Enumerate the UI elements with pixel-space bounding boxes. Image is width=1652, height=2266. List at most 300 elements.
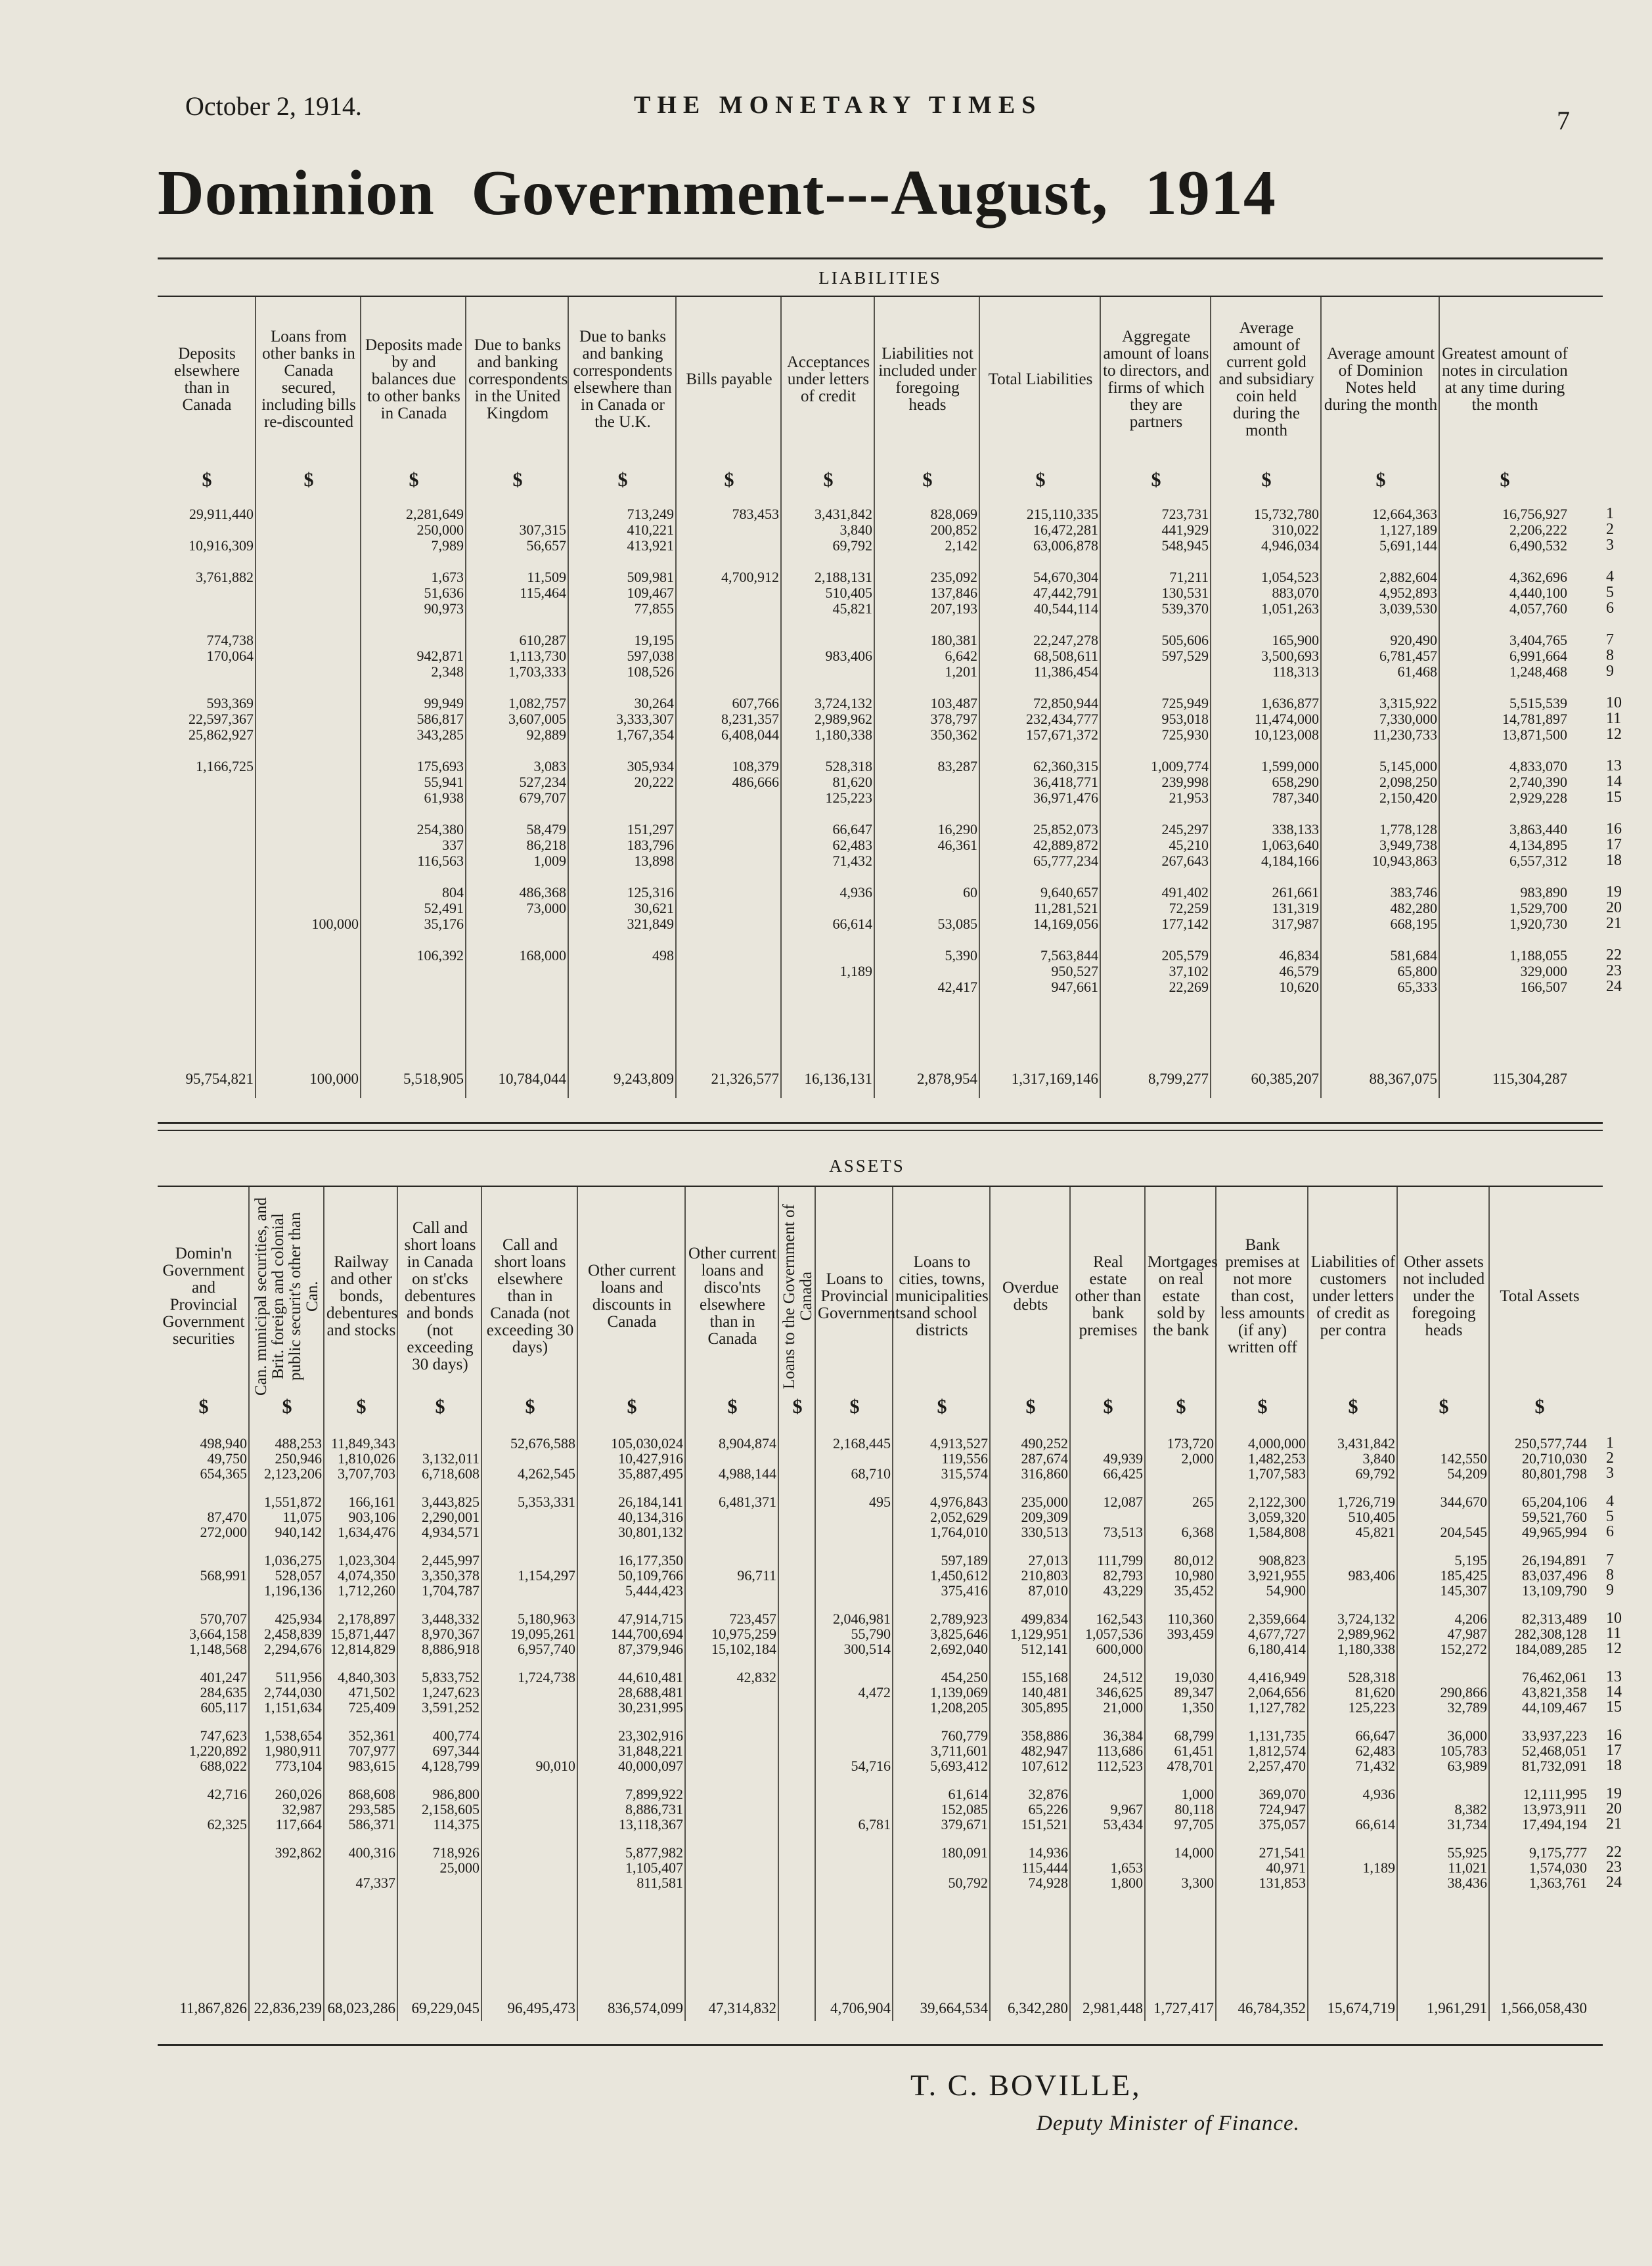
row-number: 21 <box>1606 915 1622 932</box>
table-cell <box>1101 663 1211 680</box>
row-number: 11 <box>1606 710 1622 727</box>
table-cell: 4,936 <box>839 884 872 900</box>
table-cell <box>779 1524 816 1541</box>
table-cell: 12,087 <box>1103 1494 1143 1510</box>
table-cell: 2,989,962 <box>815 711 872 727</box>
table-cell <box>256 789 361 807</box>
table-cell: 338,133 <box>1272 821 1319 837</box>
table-row <box>158 853 1603 870</box>
table-cell: 37,102 <box>1169 963 1209 979</box>
total-cell: 88,367,075 <box>1369 1071 1437 1087</box>
table-cell: 14,781,897 <box>1502 711 1567 727</box>
row-number: 17 <box>1606 836 1622 853</box>
table-cell: 568,991 <box>200 1567 247 1584</box>
column-header: Other current loans and disco'nts elsewhere than in Canada <box>688 1245 776 1348</box>
table-cell: 151,297 <box>627 821 674 837</box>
table-cell <box>158 1582 250 1599</box>
table-cell: 10,975,259 <box>711 1626 776 1642</box>
table-cell: 108,379 <box>732 758 779 774</box>
table-cell <box>158 522 256 539</box>
table-cell: 2,740,390 <box>1509 774 1567 790</box>
column-header: Loans to cities, towns, municipalities and school districts <box>895 1253 989 1339</box>
table-cell: 8,886,918 <box>422 1641 480 1657</box>
table-cell: 26,184,141 <box>618 1494 683 1510</box>
table-cell: 4,952,893 <box>1379 585 1437 601</box>
liabilities-table <box>158 297 1622 1098</box>
table-cell: 5,444,423 <box>625 1582 683 1599</box>
table-cell: 125,223 <box>1348 1699 1395 1716</box>
table-cell <box>256 522 361 539</box>
table-cell: 2,882,604 <box>1379 569 1437 585</box>
table-cell: 668,195 <box>1390 916 1437 932</box>
table-cell: 47,914,715 <box>618 1611 683 1627</box>
table-cell: 329,000 <box>1520 963 1567 979</box>
table-cell: 2,206,222 <box>1509 522 1567 538</box>
table-cell: 337 <box>442 837 464 853</box>
total-cell: 16,136,131 <box>804 1071 872 1087</box>
table-cell: 3,863,440 <box>1509 821 1567 837</box>
table-cell <box>1308 1875 1398 1892</box>
table-cell: 15,871,447 <box>330 1626 395 1642</box>
table-cell: 317,987 <box>1272 916 1319 932</box>
table-cell: 83,037,496 <box>1522 1567 1587 1584</box>
table-cell: 1,057,536 <box>1085 1626 1143 1642</box>
table-cell: 2,046,981 <box>833 1611 891 1627</box>
table-cell: 4,184,166 <box>1261 853 1319 869</box>
table-cell: 725,949 <box>1161 695 1209 711</box>
table-cell: 113,686 <box>1096 1743 1143 1759</box>
table-cell: 2,178,897 <box>338 1611 395 1627</box>
table-cell: 38,436 <box>1447 1875 1487 1891</box>
table-cell: 8,970,367 <box>422 1626 480 1642</box>
table-cell: 1,450,612 <box>930 1567 988 1584</box>
table-cell <box>677 585 782 602</box>
table-cell: 97,705 <box>1174 1816 1214 1833</box>
table-cell: 486,368 <box>519 884 566 900</box>
table-cell: 19,095,261 <box>510 1626 575 1642</box>
row-number: 8 <box>1606 1566 1614 1584</box>
table-cell: 491,402 <box>1161 884 1209 900</box>
total-cell: 95,754,821 <box>185 1071 254 1087</box>
table-cell: 232,434,777 <box>1026 711 1098 727</box>
table-cell <box>466 600 569 617</box>
table-cell: 597,529 <box>1161 648 1209 664</box>
table-cell: 65,800 <box>1397 963 1437 979</box>
table-cell: 1,574,030 <box>1529 1859 1587 1876</box>
table-cell: 723,457 <box>729 1611 776 1627</box>
table-cell: 5,195 <box>1454 1552 1487 1568</box>
table-cell: 32,987 <box>282 1801 322 1817</box>
table-cell: 2,064,656 <box>1248 1684 1306 1700</box>
table-cell: 111,799 <box>1097 1552 1143 1568</box>
table-cell: 920,490 <box>1390 632 1437 648</box>
table-cell <box>875 963 980 980</box>
table-cell: 69,792 <box>832 537 872 554</box>
table-cell: 828,069 <box>930 506 977 522</box>
table-cell: 42,832 <box>736 1669 776 1685</box>
table-cell: 3,724,132 <box>1337 1611 1395 1627</box>
table-cell: 3,949,738 <box>1379 837 1437 853</box>
table-cell: 68,508,611 <box>1033 648 1098 664</box>
table-row <box>158 522 1603 539</box>
table-cell: 528,318 <box>825 758 872 774</box>
table-cell <box>779 1465 816 1482</box>
table-row <box>158 726 1603 744</box>
table-cell: 593,369 <box>206 695 254 711</box>
table-cell: 983,615 <box>348 1758 395 1774</box>
currency-symbol: $ <box>627 1396 637 1417</box>
table-cell: 471,502 <box>348 1684 395 1700</box>
table-cell: 4,934,571 <box>422 1524 480 1540</box>
table-cell: 28,688,481 <box>618 1684 683 1700</box>
table-cell <box>256 711 361 728</box>
divider <box>158 1122 1603 1124</box>
table-cell: 760,779 <box>941 1727 988 1744</box>
table-cell: 1,538,654 <box>264 1727 322 1744</box>
table-cell: 383,746 <box>1390 884 1437 900</box>
table-cell: 60 <box>963 884 977 900</box>
table-cell: 62,483 <box>1355 1743 1395 1759</box>
table-cell: 215,110,335 <box>1026 506 1098 522</box>
table-cell: 7,899,922 <box>625 1786 683 1802</box>
table-cell: 22,247,278 <box>1033 632 1098 648</box>
total-cell: 22,836,239 <box>254 2000 322 2016</box>
table-cell: 527,234 <box>519 774 566 790</box>
total-cell: 11,867,826 <box>179 2000 247 2016</box>
table-row <box>158 963 1603 980</box>
table-cell: 105,030,024 <box>611 1435 683 1452</box>
table-row <box>158 1582 1603 1599</box>
table-cell: 254,380 <box>416 821 464 837</box>
table-cell: 68,799 <box>1174 1727 1214 1744</box>
table-cell: 74,928 <box>1028 1875 1068 1891</box>
table-cell <box>256 632 361 649</box>
row-number: 20 <box>1606 899 1622 916</box>
table-cell: 528,318 <box>1348 1669 1395 1685</box>
table-cell <box>875 853 980 870</box>
table-cell: 80,801,798 <box>1522 1465 1587 1482</box>
table-cell: 774,738 <box>206 632 254 648</box>
table-row <box>158 789 1603 807</box>
table-cell: 177,142 <box>1161 916 1209 932</box>
table-cell: 2,000 <box>1181 1450 1214 1467</box>
currency-symbol: $ <box>1261 469 1272 491</box>
table-cell: 65,777,234 <box>1033 853 1098 869</box>
table-cell <box>158 963 256 980</box>
currency-symbol: $ <box>1025 1396 1036 1417</box>
table-cell: 3,404,765 <box>1509 632 1567 648</box>
currency-row <box>158 1396 1603 1418</box>
total-cell: 47,314,832 <box>708 2000 776 2016</box>
column-header: Overdue debts <box>1002 1279 1060 1314</box>
row-number: 15 <box>1606 789 1622 806</box>
table-cell: 282,308,128 <box>1515 1626 1587 1642</box>
row-number: 3 <box>1606 1465 1614 1482</box>
masthead: THE MONETARY TIMES <box>634 91 1042 119</box>
table-cell: 50,109,766 <box>618 1567 683 1584</box>
table-cell: 410,221 <box>627 522 674 538</box>
table-cell: 346,625 <box>1096 1684 1143 1700</box>
table-cell <box>482 1875 578 1892</box>
table-cell: 804 <box>442 884 464 900</box>
table-cell: 983,890 <box>1520 884 1567 900</box>
table-cell: 498 <box>652 947 674 964</box>
table-cell <box>256 506 361 523</box>
table-cell: 40,544,114 <box>1033 600 1098 617</box>
table-cell <box>256 663 361 680</box>
table-cell: 679,707 <box>519 789 566 806</box>
table-cell <box>256 695 361 712</box>
table-cell: 5,145,000 <box>1379 758 1437 774</box>
page-date: October 2, 1914. <box>185 91 362 121</box>
table-row <box>158 537 1603 554</box>
table-cell: 170,064 <box>206 648 254 664</box>
table-cell: 40,134,316 <box>618 1509 683 1525</box>
table-cell: 454,250 <box>941 1669 988 1685</box>
table-cell: 109,467 <box>627 585 674 601</box>
table-cell: 940,142 <box>275 1524 322 1540</box>
table-cell <box>816 1582 893 1599</box>
table-cell <box>466 916 569 933</box>
table-cell: 539,370 <box>1161 600 1209 617</box>
currency-symbol: $ <box>792 1396 803 1417</box>
table-cell: 47,337 <box>355 1875 395 1891</box>
table-cell: 117,664 <box>275 1816 322 1833</box>
table-cell: 19,030 <box>1174 1669 1214 1685</box>
table-cell: 1,151,634 <box>264 1699 322 1716</box>
table-cell: 3,664,158 <box>189 1626 247 1642</box>
table-cell: 210,803 <box>1021 1567 1068 1584</box>
table-cell: 250,000 <box>416 522 464 538</box>
column-header: Acceptances under letters of credit <box>786 353 870 405</box>
table-cell: 73,513 <box>1103 1524 1143 1540</box>
table-cell: 173,720 <box>1167 1435 1214 1452</box>
table-cell: 1,063,640 <box>1261 837 1319 853</box>
table-cell: 6,781 <box>858 1816 891 1833</box>
total-cell: 60,385,207 <box>1251 1071 1319 1087</box>
table-cell: 119,556 <box>941 1450 988 1467</box>
table-cell: 600,000 <box>1096 1641 1143 1657</box>
table-cell <box>256 884 361 901</box>
table-cell: 131,319 <box>1272 900 1319 916</box>
table-cell: 81,620 <box>1355 1684 1395 1700</box>
table-cell: 490,252 <box>1021 1435 1068 1452</box>
table-cell: 393,459 <box>1167 1626 1214 1642</box>
table-cell: 71,211 <box>1169 569 1209 585</box>
table-cell: 2,123,206 <box>264 1465 322 1482</box>
table-cell: 204,545 <box>1440 1524 1487 1540</box>
total-cell: 1,317,169,146 <box>1011 1071 1098 1087</box>
table-cell <box>1146 1465 1217 1482</box>
table-cell: 19,195 <box>634 632 674 648</box>
table-cell: 1,980,911 <box>264 1743 322 1759</box>
table-cell: 4,472 <box>858 1684 891 1700</box>
table-cell: 245,297 <box>1161 821 1209 837</box>
table-cell: 44,610,481 <box>618 1669 683 1685</box>
table-row <box>158 774 1603 791</box>
table-cell: 46,834 <box>1279 947 1319 964</box>
table-cell: 50,792 <box>948 1875 988 1891</box>
table-cell: 10,980 <box>1174 1567 1214 1584</box>
table-cell: 1,127,782 <box>1248 1699 1306 1716</box>
table-cell: 3,500,693 <box>1261 648 1319 664</box>
table-cell: 58,479 <box>526 821 566 837</box>
table-cell <box>482 1582 578 1599</box>
column-header: Total Liabilities <box>988 370 1093 388</box>
totals-row <box>158 2000 1603 2017</box>
table-cell: 11,386,454 <box>1033 663 1098 680</box>
table-cell: 55,925 <box>1447 1844 1487 1861</box>
table-cell: 54,716 <box>851 1758 891 1774</box>
page-title: Dominion Government---August, 1914 <box>158 158 1276 229</box>
table-cell: 597,038 <box>627 648 674 664</box>
table-cell: 108,526 <box>627 663 674 680</box>
table-cell: 486,666 <box>732 774 779 790</box>
table-cell: 482,280 <box>1390 900 1437 916</box>
table-cell: 86,218 <box>526 837 566 853</box>
table-cell: 5,180,963 <box>518 1611 575 1627</box>
column-header: Due to banks and banking correspondents elsewhere than in Canada or the U.K. <box>573 328 673 431</box>
table-cell: 6,991,664 <box>1509 648 1567 664</box>
total-cell: 21,326,577 <box>711 1071 779 1087</box>
column-header: Liabilities not included under foregoing heads <box>878 345 977 414</box>
table-row <box>158 916 1603 933</box>
table-cell <box>256 648 361 665</box>
table-cell: 66,647 <box>832 821 872 837</box>
row-number: 6 <box>1606 600 1614 617</box>
row-number: 7 <box>1606 631 1614 648</box>
table-cell <box>256 758 361 775</box>
divider <box>158 1130 1603 1131</box>
table-cell <box>158 853 256 870</box>
table-cell: 45,210 <box>1169 837 1209 853</box>
table-cell: 12,664,363 <box>1372 506 1437 522</box>
column-header: Liabilities of customers under letters of credit as per contra <box>1310 1253 1396 1339</box>
table-cell: 4,946,034 <box>1261 537 1319 554</box>
table-cell: 1,009 <box>533 853 566 869</box>
row-number: 2 <box>1606 521 1614 538</box>
table-cell: 44,109,467 <box>1522 1699 1587 1716</box>
table-cell <box>482 1816 578 1833</box>
table-cell: 441,929 <box>1161 522 1209 538</box>
table-cell: 61,938 <box>424 789 464 806</box>
table-cell: 43,821,358 <box>1522 1684 1587 1700</box>
table-cell: 983,406 <box>825 648 872 664</box>
table-cell: 36,000 <box>1447 1727 1487 1744</box>
table-cell <box>782 663 875 680</box>
table-cell: 45,821 <box>1355 1524 1395 1540</box>
table-cell <box>779 1641 816 1658</box>
total-cell: 2,878,954 <box>917 1071 977 1087</box>
table-cell: 1,166,725 <box>196 758 254 774</box>
table-cell: 32,789 <box>1447 1699 1487 1716</box>
table-cell <box>677 821 782 838</box>
row-number: 17 <box>1606 1742 1622 1759</box>
table-cell: 10,123,008 <box>1254 726 1319 743</box>
table-cell <box>782 900 875 917</box>
table-cell <box>677 947 782 964</box>
table-cell: 49,965,994 <box>1522 1524 1587 1540</box>
table-cell: 2,142 <box>945 537 977 554</box>
table-cell: 5,833,752 <box>422 1669 480 1685</box>
table-cell: 140,481 <box>1021 1684 1068 1700</box>
table-cell: 115,444 <box>1021 1859 1068 1876</box>
table-cell <box>256 821 361 838</box>
assets-title: ASSETS <box>829 1156 905 1176</box>
table-cell: 4,913,527 <box>930 1435 988 1452</box>
table-cell: 17,494,194 <box>1522 1816 1587 1833</box>
table-cell <box>1308 1582 1398 1599</box>
table-cell: 10,943,863 <box>1372 853 1437 869</box>
table-row <box>158 663 1603 680</box>
table-row <box>158 837 1603 854</box>
table-cell: 3,059,320 <box>1248 1509 1306 1525</box>
table-cell: 3,840 <box>1362 1450 1395 1467</box>
total-cell: 4,706,904 <box>830 2000 891 2016</box>
table-cell: 68,710 <box>851 1465 891 1482</box>
table-cell: 107,612 <box>1021 1758 1068 1774</box>
table-row <box>158 1816 1603 1833</box>
table-cell: 4,262,545 <box>518 1465 575 1482</box>
table-cell: 605,117 <box>200 1699 247 1716</box>
column-headers <box>158 301 1603 458</box>
table-cell: 2,188,131 <box>815 569 872 585</box>
table-cell: 3,333,307 <box>616 711 674 727</box>
table-cell: 118,313 <box>1272 663 1319 680</box>
table-row <box>158 711 1603 728</box>
table-cell: 267,643 <box>1161 853 1209 869</box>
table-cell: 1,082,757 <box>508 695 566 711</box>
currency-symbol: $ <box>1375 469 1386 491</box>
table-cell: 15,732,780 <box>1254 506 1319 522</box>
column-header: Mortgages on real estate sold by the bank <box>1148 1253 1218 1339</box>
table-cell: 22,597,367 <box>189 711 254 727</box>
table-cell: 115,464 <box>520 585 566 601</box>
table-cell <box>466 979 569 996</box>
table-cell: 21,953 <box>1169 789 1209 806</box>
table-cell: 1,180,338 <box>815 726 872 743</box>
table-cell <box>779 1758 816 1775</box>
table-cell: 1,188,055 <box>1509 947 1567 964</box>
table-cell <box>677 963 782 980</box>
table-cell: 65,226 <box>1028 1801 1068 1817</box>
table-cell: 250,577,744 <box>1515 1435 1587 1452</box>
column-header: Aggregate amount of loans to directors, and firms of which they are partners <box>1103 328 1209 431</box>
table-cell: 1,810,026 <box>338 1450 395 1467</box>
table-cell: 3,039,530 <box>1379 600 1437 617</box>
table-cell: 1,636,877 <box>1261 695 1319 711</box>
table-cell: 35,452 <box>1174 1582 1214 1599</box>
table-row <box>158 758 1603 775</box>
table-cell: 100,000 <box>311 916 359 932</box>
table-cell: 9,967 <box>1110 1801 1143 1817</box>
table-cell: 30,801,132 <box>618 1524 683 1540</box>
row-number: 16 <box>1606 1727 1622 1744</box>
table-cell: 3,350,378 <box>422 1567 480 1584</box>
table-cell: 2,168,445 <box>833 1435 891 1452</box>
table-cell: 66,425 <box>1103 1465 1143 1482</box>
table-cell: 35,176 <box>424 916 464 932</box>
table-cell <box>250 1875 324 1892</box>
table-cell: 261,661 <box>1272 884 1319 900</box>
table-cell: 528,057 <box>275 1567 322 1584</box>
table-cell: 16,177,350 <box>618 1552 683 1568</box>
table-cell: 59,521,760 <box>1522 1509 1587 1525</box>
table-cell: 42,889,872 <box>1033 837 1098 853</box>
table-cell <box>482 1699 578 1716</box>
table-cell: 69,792 <box>1355 1465 1395 1482</box>
table-cell: 7,330,000 <box>1379 711 1437 727</box>
